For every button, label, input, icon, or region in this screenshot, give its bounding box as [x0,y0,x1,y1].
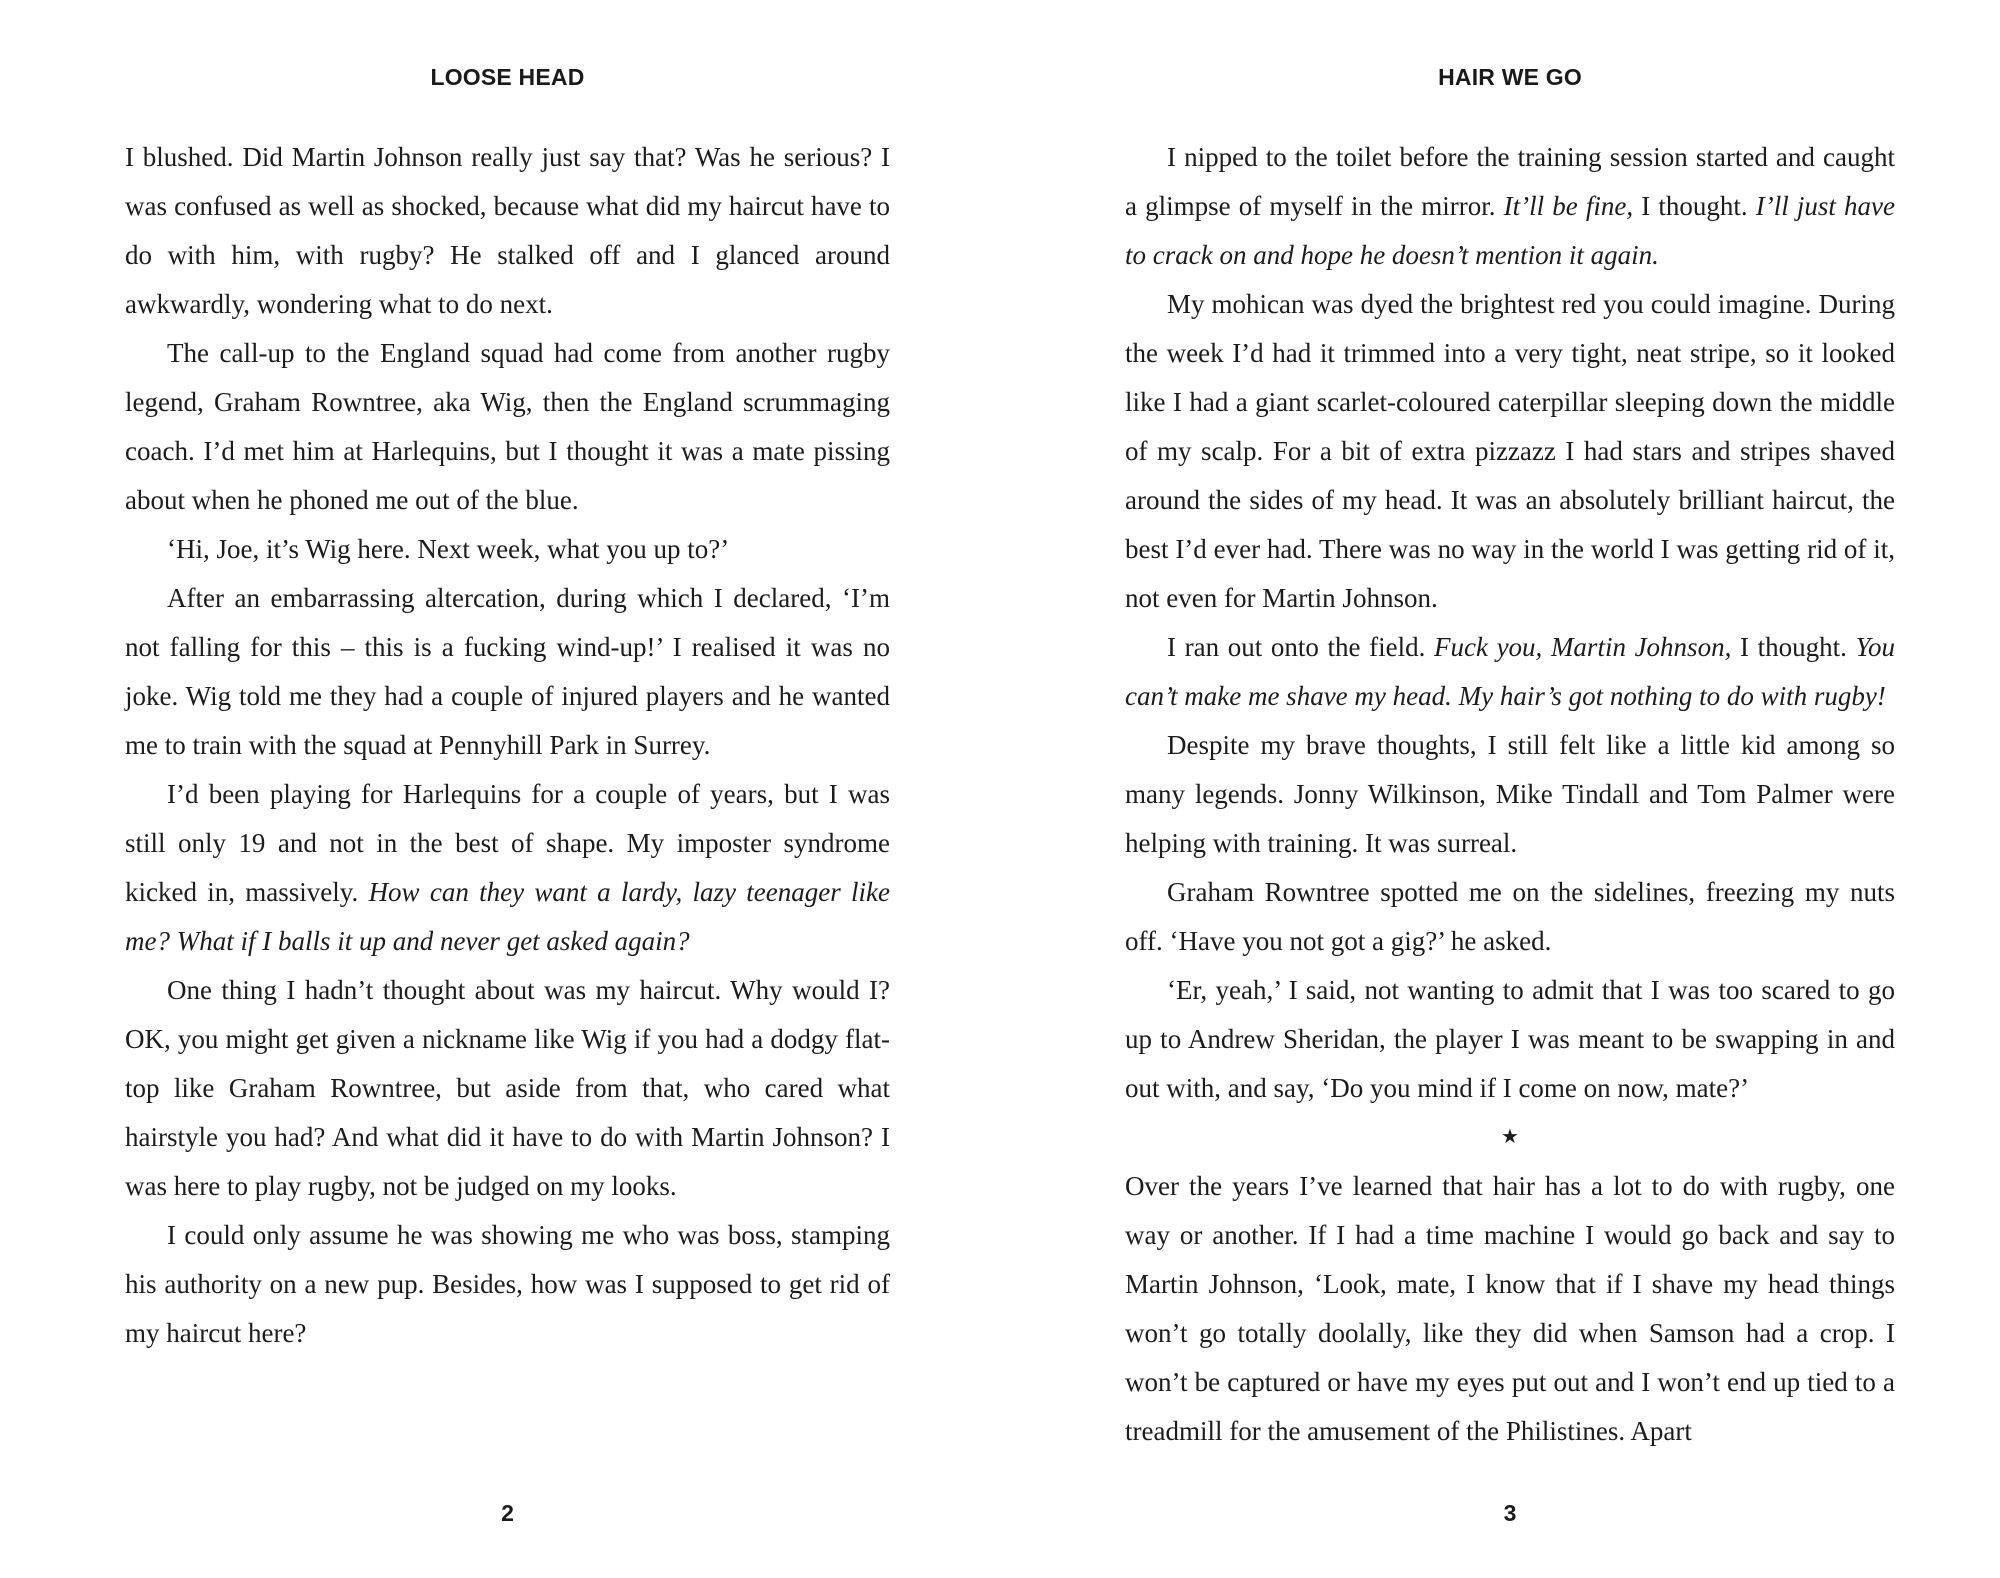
paragraph: The call-up to the England squad had come from another rugby legend, Graham Rowntree, aka Wig, then the England scrummaging coach. I’d met him at Harlequins, but I thought it was a mate pissing about when he phoned me out of the blue. [125,338,890,515]
paragraph [125,770,890,966]
paragraph: ‘Er, yeah,’ I said, not wanting to admit that I was too scared to go up to Andrew Sheridan, the player I was meant to be swapping in and out with, and say, ‘Do you mind if I come on now, mate?’ [1125,975,1895,1103]
italic-thought: Fuck you, Martin Johnson, [1433,632,1732,662]
paragraph-text: I nipped to the toilet before the training session started and caught a glimpse of myself in the mirror. [1125,142,1895,221]
paragraph [1125,133,1895,280]
paragraph: Despite my brave thoughts, I still felt like a little kid among so many legends. Jonny Wilkinson, Mike Tindall and Tom Palmer were helping with training. It was surreal. [1125,730,1895,858]
left-page-body [125,133,890,1358]
paragraph: After an embarrassing altercation, during which I declared, ‘I’m not falling for this – this is a fucking wind-up!’ I realised it was no joke. Wig told me they had a couple of injured players and he wanted me to train with the squad at Pennyhill Park in Surrey. [125,583,890,760]
left-page [125,0,890,1578]
section-break-star: ★ [1501,1126,1519,1148]
running-head-right: HAIR WE GO [1438,64,1582,90]
paragraph-text: I ran out onto the field. [1167,632,1434,662]
italic-thought: How can they want a lardy, lazy teenager like me? What if I balls it up and never get asked again? [125,877,890,956]
paragraph [1125,623,1895,721]
running-head-left: LOOSE HEAD [430,64,585,90]
italic-thought: It’ll be fine, [1503,191,1634,221]
paragraph-text: I’d been playing for Harlequins for a couple of years, but I was still only 19 and not in the best of shape. My imposter syndrome kicked in, massively. [125,779,890,907]
paragraph: My mohican was dyed the brightest red you could imagine. During the week I’d had it trimmed into a very tight, neat stripe, so it looked like I had a giant scarlet-coloured caterpillar sleeping down the middle of my scalp. For a bit of extra pizzazz I had stars and stripes shaved around the sides of my head. It was an absolutely brilliant haircut, the best I’d ever had. There was no way in the world I was getting rid of it, not even for Martin Johnson. [1125,289,1895,613]
paragraph: One thing I hadn’t thought about was my haircut. Why would I? OK, you might get given a nickname like Wig if you had a dodgy flat-top like Graham Rowntree, but aside from that, who cared what hairstyle you had? And what did it have to do with Martin Johnson? I was here to play rugby, not be judged on my looks. [125,975,890,1201]
page-number-right: 3 [1503,1500,1517,1526]
right-page [1125,0,1895,1578]
paragraph: I blushed. Did Martin Johnson really just say that? Was he serious? I was confused as well as shocked, because what did my haircut have to do with him, with rugby? He stalked off and I glanced around awkwardly, wondering what to do next. [125,142,890,319]
page-number-left: 2 [501,1500,514,1526]
italic-thought: You can’t make me shave my head. My hair’s got nothing to do with rugby! [1125,632,1896,711]
paragraph: ‘Hi, Joe, it’s Wig here. Next week, what you up to?’ [167,534,730,564]
paragraph-text: I thought. [1731,632,1856,662]
paragraph: I could only assume he was showing me who was boss, stamping his authority on a new pup. Besides, how was I supposed to get rid of my haircut here? [125,1220,890,1348]
paragraph-text: I thought. [1633,191,1756,221]
paragraph: Graham Rowntree spotted me on the sidelines, freezing my nuts off. ‘Have you not got a gig?’ he asked. [1125,877,1895,956]
italic-thought: I’ll just have to crack on and hope he doesn’t mention it again. [1125,191,1895,270]
paragraph: Over the years I’ve learned that hair has a lot to do with rugby, one way or another. If I had a time machine I would go back and say to Martin Johnson, ‘Look, mate, I know that if I shave my head things won’t go totally doolally, like they did when Samson had a crop. I won’t be captured or have my eyes put out and I won’t end up tied to a treadmill for the amusement of the Philistines. Apart [1125,1171,1895,1446]
right-page-body [1125,133,1895,1456]
